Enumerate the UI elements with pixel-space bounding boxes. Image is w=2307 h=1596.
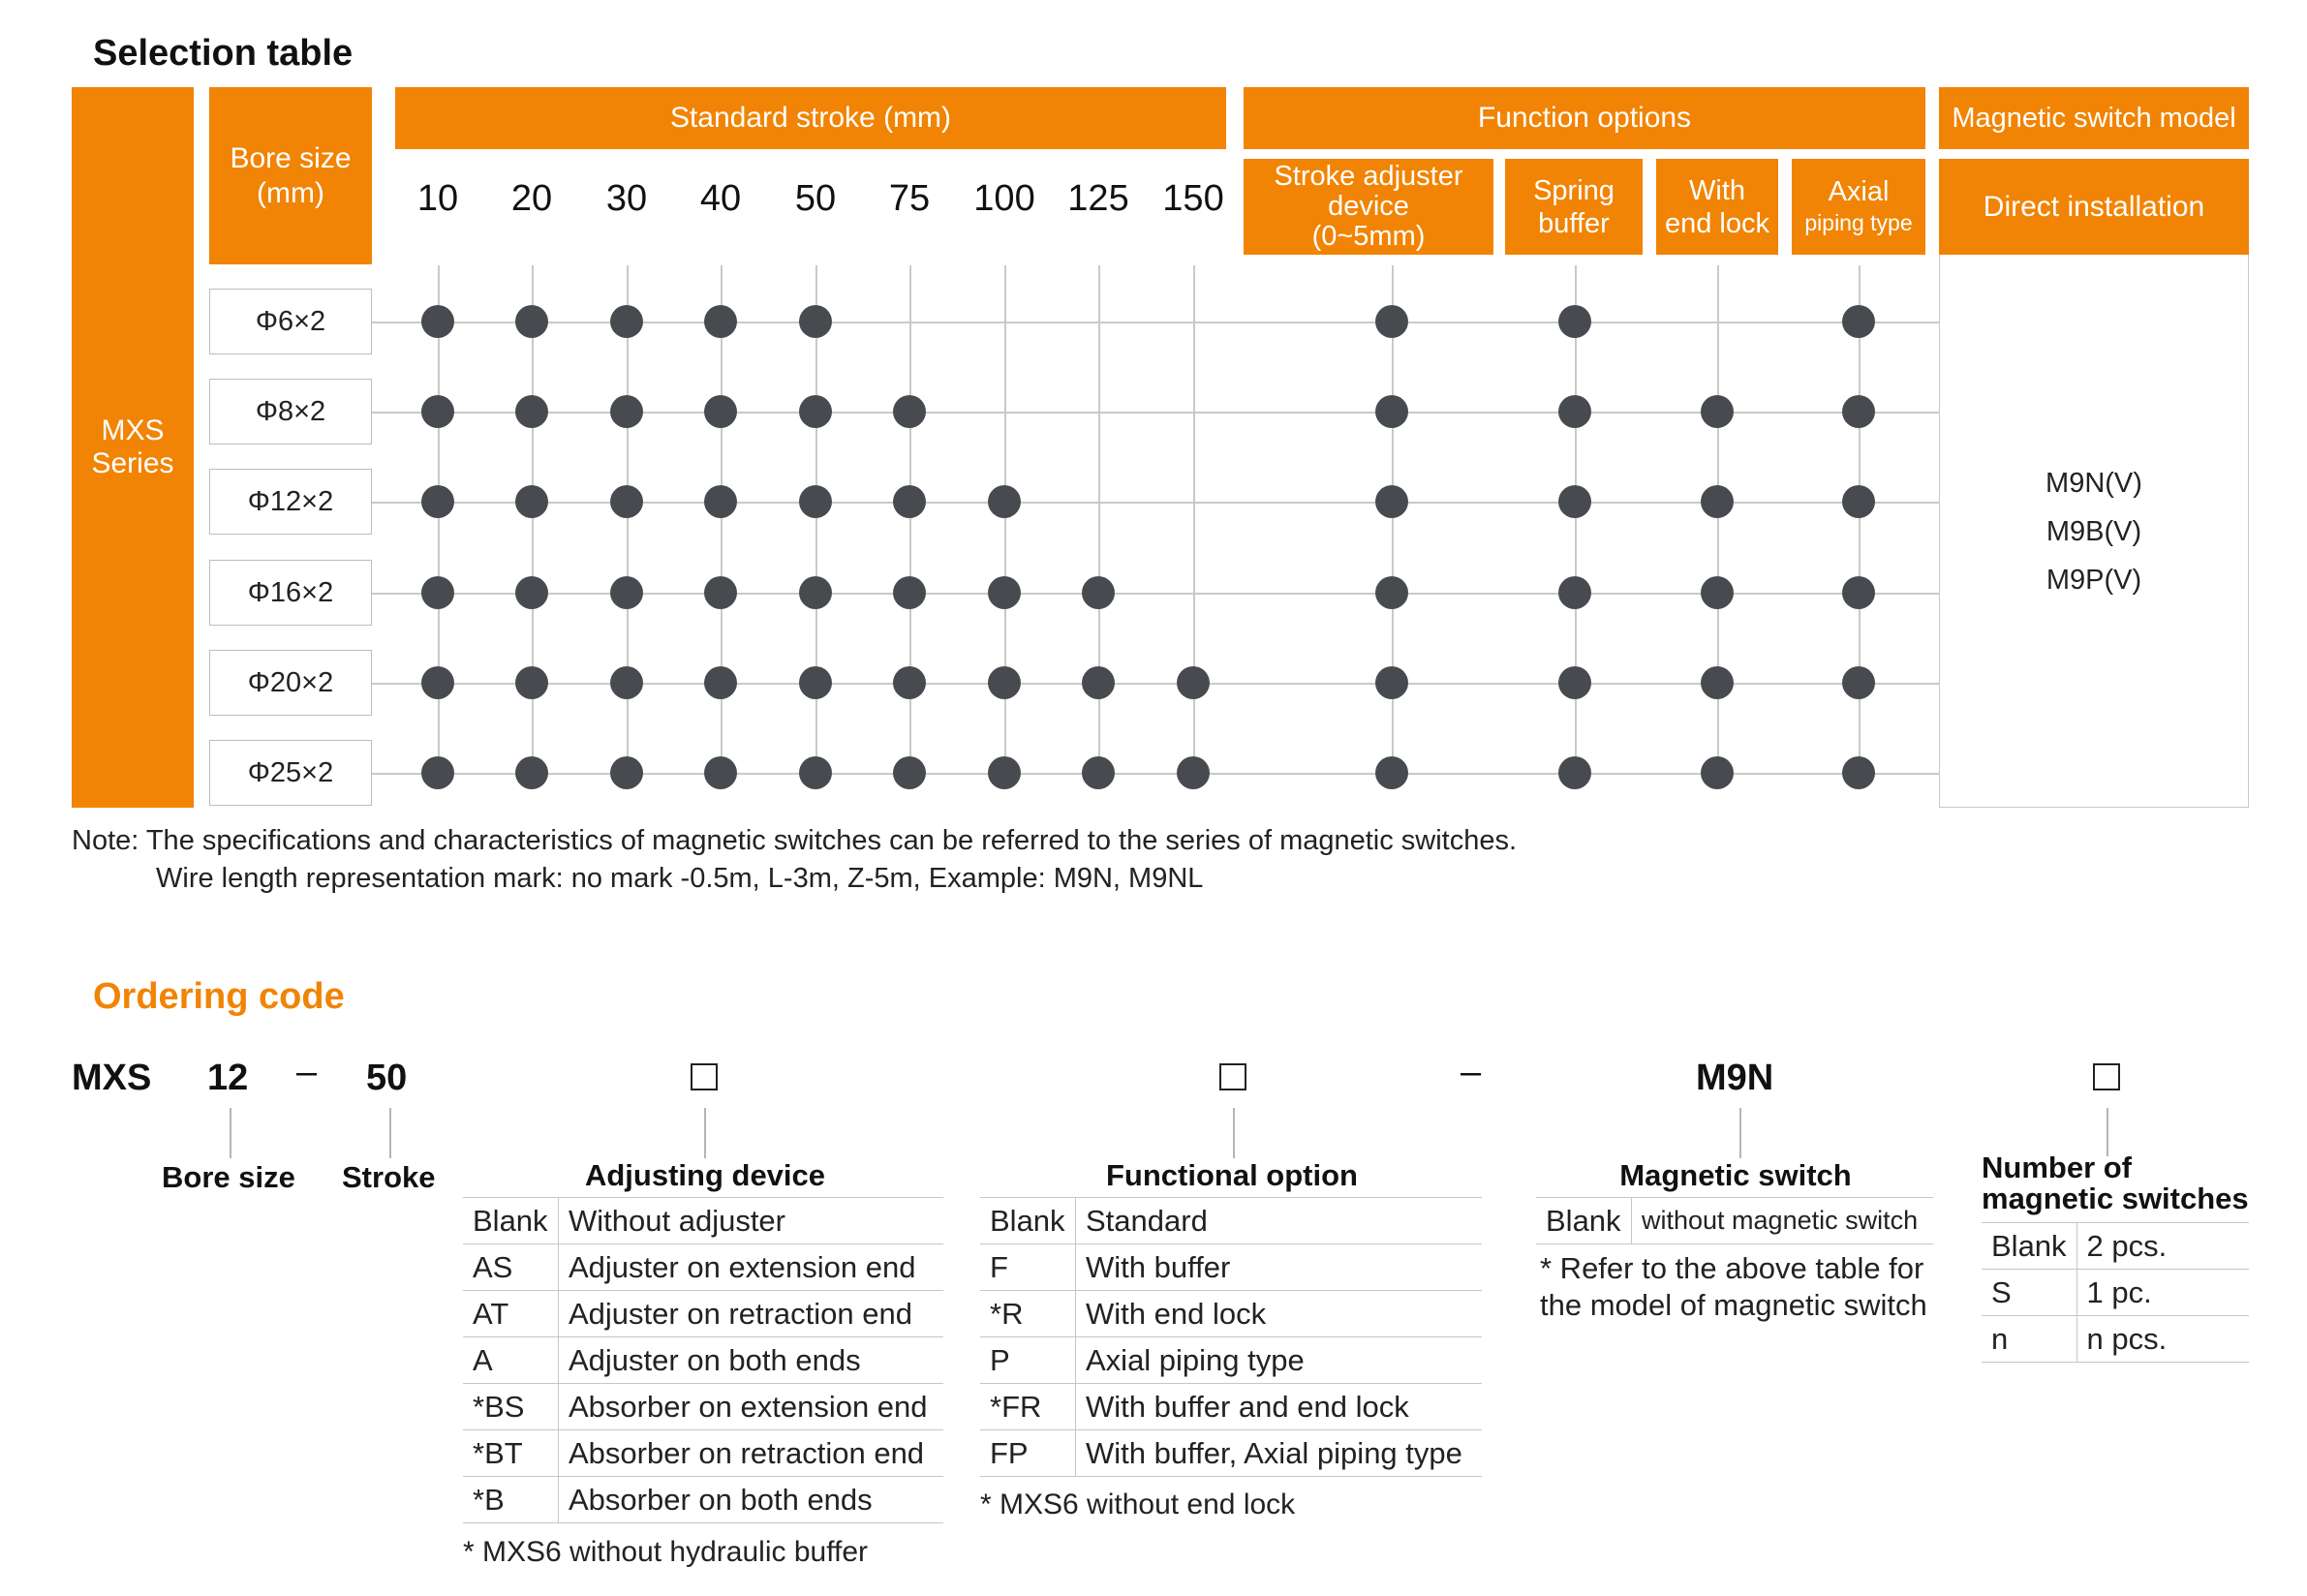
stroke-adjuster-header <box>1244 159 1493 255</box>
functional-leader <box>1233 1108 1235 1158</box>
function-dot <box>1375 395 1408 428</box>
availability-dot <box>515 305 548 338</box>
number-leader <box>2107 1108 2108 1156</box>
function-dot <box>1701 756 1734 789</box>
code-series: MXS <box>72 1058 152 1098</box>
selection-table-title: Selection table <box>93 33 354 74</box>
functional-option-title: Functional option <box>1105 1158 1358 1192</box>
availability-dot <box>799 395 832 428</box>
availability-dot <box>1082 666 1115 699</box>
option-code: FP <box>980 1430 1076 1477</box>
availability-dot <box>421 756 454 789</box>
availability-dot <box>704 666 737 699</box>
availability-dot <box>421 666 454 699</box>
adjusting-device-box <box>691 1063 718 1090</box>
availability-dot <box>421 576 454 609</box>
option-code: *FR <box>980 1384 1076 1430</box>
grid-hline <box>372 322 1939 323</box>
bore-header-line1: Bore size <box>230 141 352 174</box>
function-dot <box>1375 485 1408 518</box>
function-dot <box>1558 485 1591 518</box>
bore-cell: Φ16×2 <box>209 560 372 626</box>
option-row <box>1536 1198 1933 1244</box>
option-code: F <box>980 1244 1076 1291</box>
availability-dot <box>704 395 737 428</box>
function-dot <box>1842 305 1875 338</box>
function-dot <box>1842 485 1875 518</box>
option-row <box>463 1384 943 1430</box>
function-dot <box>1558 395 1591 428</box>
option-row <box>463 1244 943 1291</box>
bore-size-header <box>209 87 372 264</box>
function-dot <box>1558 666 1591 699</box>
availability-dot <box>988 485 1021 518</box>
availability-dot <box>799 666 832 699</box>
availability-dot <box>610 485 643 518</box>
option-row <box>463 1477 943 1523</box>
note-line2: Wire length representation mark: no mark -0.5m, L-3m, Z-5m, Example: M9N, M9NL <box>156 863 1204 894</box>
availability-dot <box>893 395 926 428</box>
end-lock-line1: With <box>1689 174 1745 206</box>
function-dot <box>1375 576 1408 609</box>
bore-cell: Φ20×2 <box>209 650 372 716</box>
function-dot <box>1701 395 1734 428</box>
stroke-value-100: 100 <box>973 178 1035 219</box>
option-row <box>980 1430 1482 1477</box>
model-m9b: M9B(V) <box>2046 516 2142 547</box>
bore-cell: Φ25×2 <box>209 740 372 806</box>
stroke-value-40: 40 <box>699 178 742 219</box>
grid-vline <box>1004 265 1006 788</box>
option-code: P <box>980 1337 1076 1384</box>
magnetic-switch-title: Magnetic switch <box>1619 1158 1852 1192</box>
availability-dot <box>1082 756 1115 789</box>
option-description: Axial piping type <box>1076 1337 1483 1384</box>
stroke-adjuster-line3: (0~5mm) <box>1311 221 1426 252</box>
series-label-line1: MXS <box>101 414 165 446</box>
end-lock-line2: end lock <box>1664 207 1769 239</box>
bore-cell: Φ12×2 <box>209 469 372 535</box>
function-dot <box>1375 666 1408 699</box>
functional-option-table <box>980 1197 1482 1477</box>
availability-dot <box>704 485 737 518</box>
option-row <box>1982 1316 2249 1363</box>
adjusting-device-table <box>463 1197 943 1523</box>
option-row <box>980 1384 1482 1430</box>
availability-dot <box>893 666 926 699</box>
grid-vline <box>438 265 440 788</box>
option-description: Adjuster on retraction end <box>559 1291 944 1337</box>
availability-dot <box>1177 666 1210 699</box>
availability-dot <box>610 305 643 338</box>
availability-dot <box>893 576 926 609</box>
availability-dot <box>610 756 643 789</box>
standard-stroke-header: Standard stroke (mm) <box>395 87 1226 149</box>
option-row <box>980 1337 1482 1384</box>
functional-option-box <box>1219 1063 1246 1090</box>
grid-vline <box>1859 265 1861 788</box>
spring-buffer-header <box>1505 159 1643 255</box>
magnetic-note-line2: the model of magnetic switch <box>1540 1288 1927 1322</box>
option-description: Standard <box>1076 1198 1483 1244</box>
ordering-code-title: Ordering code <box>93 976 345 1017</box>
option-description: With buffer and end lock <box>1076 1384 1483 1430</box>
function-dot <box>1558 756 1591 789</box>
stroke-value-75: 75 <box>888 178 931 219</box>
grid-vline <box>815 265 817 788</box>
code-dash-2: – <box>1461 1052 1482 1092</box>
grid-vline <box>1193 265 1195 788</box>
axial-piping-line1: Axial <box>1828 175 1890 207</box>
option-description: Without adjuster <box>559 1198 944 1244</box>
code-bore: 12 <box>207 1058 249 1098</box>
option-code: A <box>463 1337 559 1384</box>
availability-dot <box>893 756 926 789</box>
stroke-value-150: 150 <box>1162 178 1224 219</box>
availability-dot <box>421 395 454 428</box>
availability-dot <box>799 756 832 789</box>
magnetic-switch-table <box>1536 1197 1933 1244</box>
availability-dot <box>893 485 926 518</box>
magnetic-switch-model-header: Magnetic switch model <box>1939 87 2249 149</box>
stroke-label: Stroke <box>342 1160 436 1194</box>
function-dot <box>1375 756 1408 789</box>
adjusting-leader <box>704 1108 706 1158</box>
option-code: Blank <box>463 1198 559 1244</box>
code-dash-1: – <box>296 1052 318 1092</box>
stroke-value-30: 30 <box>605 178 648 219</box>
option-description: With end lock <box>1076 1291 1483 1337</box>
end-lock-header <box>1656 159 1778 255</box>
function-dot <box>1701 485 1734 518</box>
option-code: *R <box>980 1291 1076 1337</box>
function-dot <box>1842 576 1875 609</box>
function-dot <box>1842 395 1875 428</box>
function-options-header: Function options <box>1244 87 1925 149</box>
bore-size-label: Bore size <box>162 1160 295 1194</box>
option-code: Blank <box>980 1198 1076 1244</box>
grid-vline <box>721 265 723 788</box>
stroke-value-20: 20 <box>510 178 553 219</box>
availability-dot <box>704 305 737 338</box>
model-m9n: M9N(V) <box>2046 468 2142 499</box>
grid-vline <box>1098 265 1100 788</box>
availability-dot <box>515 395 548 428</box>
option-row <box>980 1291 1482 1337</box>
number-title-line2: magnetic switches <box>1982 1182 2249 1215</box>
option-row <box>463 1337 943 1384</box>
option-code: S <box>1982 1270 2076 1316</box>
option-code: *BT <box>463 1430 559 1477</box>
option-row <box>980 1244 1482 1291</box>
note-line1: Note: The specifications and characteristics of magnetic switches can be referred to the series of magnetic switches. <box>72 825 1518 856</box>
availability-dot <box>799 485 832 518</box>
series-column <box>72 87 194 808</box>
number-of-switches-title <box>1982 1152 2249 1214</box>
availability-dot <box>799 305 832 338</box>
grid-vline <box>532 265 534 788</box>
option-description: With buffer <box>1076 1244 1483 1291</box>
availability-dot <box>515 485 548 518</box>
stroke-value-50: 50 <box>794 178 837 219</box>
option-description: 2 pcs. <box>2076 1223 2249 1270</box>
availability-dot <box>515 756 548 789</box>
availability-dot <box>515 666 548 699</box>
code-switch: M9N <box>1696 1058 1774 1098</box>
option-code: AT <box>463 1291 559 1337</box>
option-row <box>980 1198 1482 1244</box>
option-code: *B <box>463 1477 559 1523</box>
function-dot <box>1842 756 1875 789</box>
availability-dot <box>610 666 643 699</box>
function-dot <box>1558 305 1591 338</box>
option-description: n pcs. <box>2076 1316 2249 1363</box>
option-description: 1 pc. <box>2076 1270 2249 1316</box>
option-code: Blank <box>1536 1198 1632 1244</box>
direct-installation-header: Direct installation <box>1939 159 2249 255</box>
magnetic-model-list <box>1939 459 2249 604</box>
option-description: Absorber on extension end <box>559 1384 944 1430</box>
axial-piping-header <box>1792 159 1925 255</box>
stroke-value-10: 10 <box>416 178 459 219</box>
series-label-line2: Series <box>91 447 174 479</box>
code-stroke: 50 <box>366 1058 408 1098</box>
option-description: With buffer, Axial piping type <box>1076 1430 1483 1477</box>
option-code: *BS <box>463 1384 559 1430</box>
spring-buffer-line2: buffer <box>1538 207 1610 239</box>
option-code: n <box>1982 1316 2076 1363</box>
availability-dot <box>1177 756 1210 789</box>
stroke-adjuster-line2: device <box>1328 191 1409 222</box>
availability-dot <box>988 576 1021 609</box>
option-row <box>463 1430 943 1477</box>
option-row <box>1982 1223 2249 1270</box>
grid-vline <box>627 265 629 788</box>
function-dot <box>1375 305 1408 338</box>
availability-dot <box>421 305 454 338</box>
grid-vline <box>1575 265 1577 788</box>
bore-cell: Φ6×2 <box>209 289 372 354</box>
option-code: Blank <box>1982 1223 2076 1270</box>
axial-piping-line2: piping type <box>1804 209 1913 235</box>
option-description: without magnetic switch <box>1632 1198 1934 1244</box>
bore-header-line2: (mm) <box>257 176 324 209</box>
model-m9p: M9P(V) <box>2046 565 2142 596</box>
magnetic-leader <box>1739 1108 1741 1158</box>
function-dot <box>1842 666 1875 699</box>
grid-vline <box>1392 265 1394 788</box>
adjusting-note: * MXS6 without hydraulic buffer <box>463 1536 868 1568</box>
option-description: Adjuster on both ends <box>559 1337 944 1384</box>
option-description: Absorber on both ends <box>559 1477 944 1523</box>
option-description: Adjuster on extension end <box>559 1244 944 1291</box>
stroke-leader <box>389 1108 391 1158</box>
option-description: Absorber on retraction end <box>559 1430 944 1477</box>
bore-leader <box>230 1108 231 1158</box>
adjusting-device-title: Adjusting device <box>584 1158 826 1192</box>
availability-dot <box>610 576 643 609</box>
option-row <box>463 1291 943 1337</box>
function-dot <box>1558 576 1591 609</box>
availability-dot <box>799 576 832 609</box>
bore-cell: Φ8×2 <box>209 379 372 445</box>
option-code: AS <box>463 1244 559 1291</box>
stroke-adjuster-line1: Stroke adjuster <box>1274 161 1463 192</box>
availability-dot <box>988 666 1021 699</box>
magnetic-note-line1: * Refer to the above table for <box>1540 1251 1924 1285</box>
option-row <box>463 1198 943 1244</box>
functional-note: * MXS6 without end lock <box>980 1489 1296 1520</box>
number-title-line1: Number of <box>1982 1151 2132 1184</box>
stroke-value-125: 125 <box>1067 178 1129 219</box>
availability-dot <box>610 395 643 428</box>
availability-dot <box>1082 576 1115 609</box>
option-row <box>1982 1270 2249 1316</box>
switch-count-box <box>2093 1063 2120 1090</box>
availability-dot <box>515 576 548 609</box>
availability-dot <box>704 756 737 789</box>
function-dot <box>1701 576 1734 609</box>
number-of-switches-table <box>1982 1222 2249 1363</box>
availability-dot <box>704 576 737 609</box>
spring-buffer-line1: Spring <box>1533 174 1615 206</box>
function-dot <box>1701 666 1734 699</box>
grid-vline <box>1717 265 1719 788</box>
availability-dot <box>421 485 454 518</box>
availability-dot <box>988 756 1021 789</box>
grid-vline <box>909 265 911 788</box>
